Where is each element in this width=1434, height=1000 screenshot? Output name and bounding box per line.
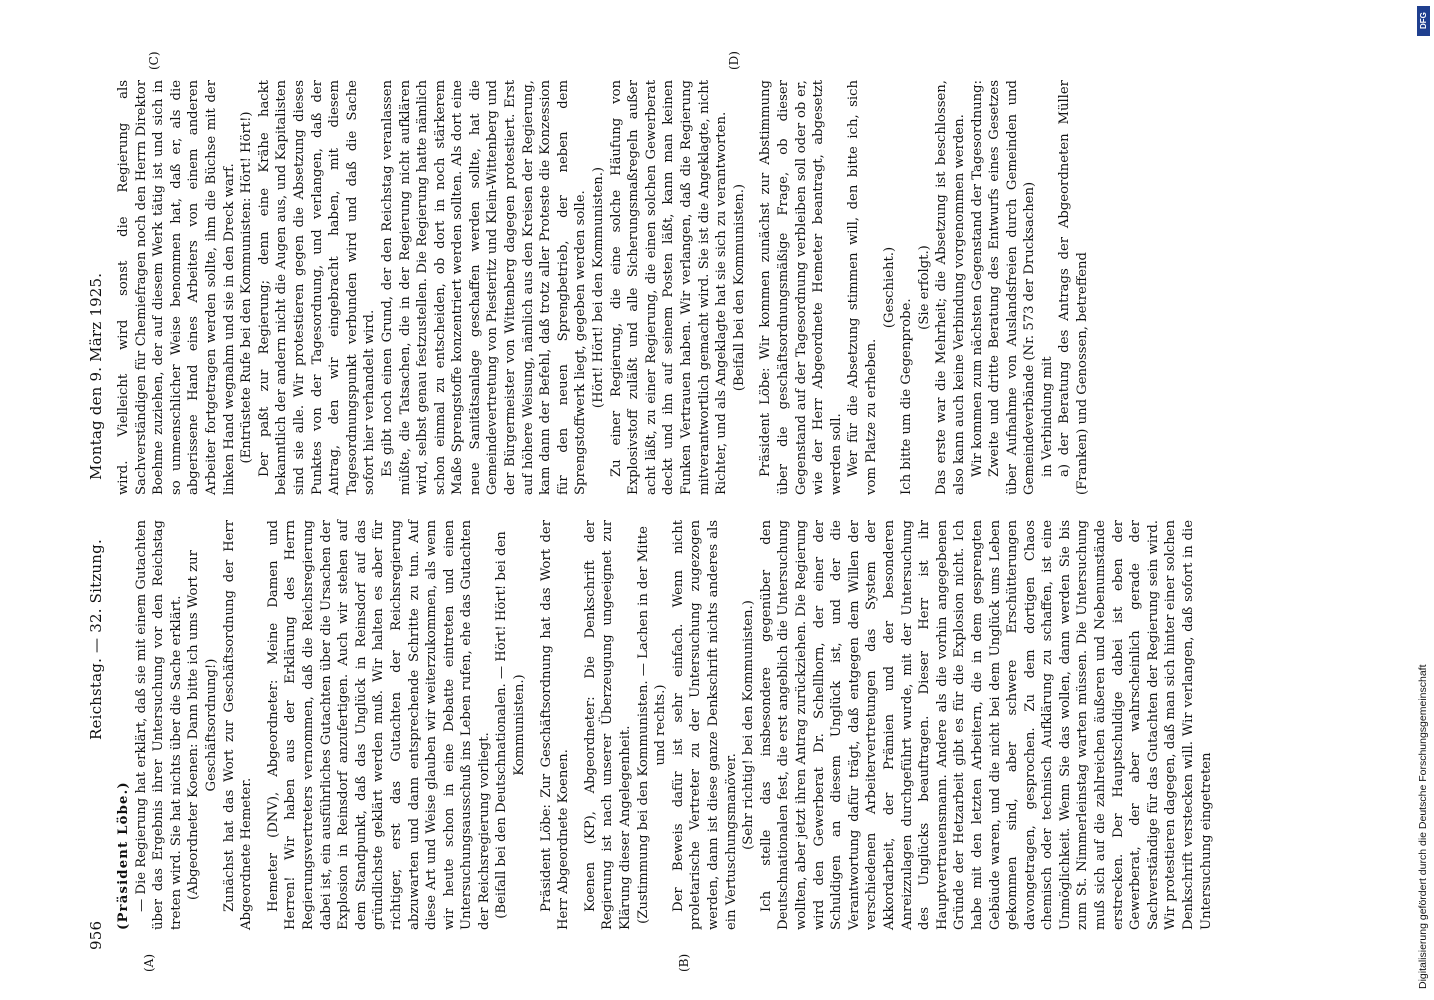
agenda-item: in Verbindung mit — [1039, 356, 1055, 477]
paragraph: Ich stelle das insbesondere gegenüber den Deutschnationalen fest, die erst angeblich die Untersuchung wollten, aber jetzt ihren Antrag zurückziehen. Die Regierung wird den Gewerberat Dr. Schellhorn, der einer der Schuldigen an diesem Unglück ist, und der die Verantwortung dafür trägt, daß entgegen dem Willen der verschiedenen Arbeitervertretungen das System der Akkordarbeit, der Prämien und der besonderen Anreizzulagen durchgeführt wurde, mit der Untersuchung des Unglücks beauftragen. Dieser Herr ist ihr Hauptvertrauensmann. Andere als die vorhin angegebenen Gründe der Hetzarbeit gibt es für die Explosion nicht. Ich habe mit den letzten Arbeitern, die in dem gesprengten Gebäude waren, und die nicht bei dem Unglück ums Leben gekommen sind, aber schwere Erschütterungen davongetragen, gesprochen. Zu dem dortigen Chaos chemisch oder technisch Aufklärung zu schaffen, ist eine Unmöglichkeit. Wenn Sie das wollen, dann werden Sie bis zum St. Nimmerleinstag warten müssen. Die Untersuchung muß sich auf die zahlreichen äußeren und Nebenumstände erstrecken. Der Hauptschuldige dabei ist eben der Gewerberat, der aber wahrscheinlich gerade der Sachverständige für das Gutachten der Regierung sein wird. Wir protestieren dagegen, daß man sich hinter einer solchen Denkschrift verstecken will. Wir verlangen, daß sofort in die Untersuchung eingetreten — [758, 520, 1214, 930]
paragraph: Der Beweis dafür ist sehr einfach. Wenn nicht proletarische Vertreter zu der Untersuchung zugezogen werden, dann ist diese ganze Denkschrift nichts anderes als ein Vertuschungsmanöver. — [670, 520, 739, 930]
right-text-column — [115, 80, 1092, 495]
digitization-note: Digitalisierung gefördert durch die Deutsche Forschungsgemeinschaft — [1417, 664, 1429, 989]
paragraph: Präsident Löbe: Wir kommen zunächst zur Abstimmung über die geschäftsordnungsmäßige Frage, ob dieser Gegenstand auf der Tagesordnung verbleiben soll oder ob er, wie der Herr Abgeordnete Hemeter beantragt, abgesetzt werden soll. — [758, 80, 844, 495]
interjection: (Zustimmung bei den Kommunisten. — Lachen in der Mitte und rechts.) — [635, 526, 669, 924]
paragraph: — Die Regierung hat erklärt, daß sie mit einem Gutachten über das Ergebnis ihrer Untersuchung vor den Reichstag treten wird. Sie hat nichts über die Sache erklärt. — [133, 520, 184, 930]
paragraph: Der paßt zur Regierung; denn eine Krähe hackt bekanntlich der andern nicht die Augen aus, und Kapitalisten sind sie alle. Wir protestieren gegen die Absetzung dieses Punktes von der Tagesordnung, und verlangen, daß der Antrag, den wir eingebracht haben, mit diesem Tagesordnungspunkt verbunden wird und daß die Sache sofort hier verhandelt wird. — [256, 80, 378, 495]
margin-marker-c: (C) — [147, 51, 161, 70]
margin-marker-d: (D) — [727, 51, 741, 70]
margin-marker-a: (A) — [142, 953, 156, 972]
left-running-head: Reichstag. — 32. Sitzung. — [87, 539, 105, 740]
paragraph: Präsident Löbe: Zur Geschäftsordnung hat das Wort der Herr Abgeordnete Koenen. — [538, 520, 572, 930]
running-header — [87, 50, 113, 950]
paragraph: Wer für die Absetzung stimmen will, den bitte ich, sich vom Platze zu erheben. — [846, 80, 879, 495]
paragraph: Zunächst hat das Wort zur Geschäftsordnung der Herr Abgeordnete Hemeter. — [221, 520, 255, 930]
rotated-document-page — [87, 50, 1297, 972]
paragraph: Ich bitte um die Gegenprobe. — [899, 298, 915, 495]
paragraph: Koenen (KP), Abgeordneter: Die Denkschrift der Regierung ist nach unserer Überzeugung ungeeignet zur Klärung dieser Angelegenheit. — [582, 520, 634, 930]
left-text-column — [115, 520, 1215, 930]
paragraph: Wir kommen zum nächsten Gegenstand der Tagesordnung: — [969, 80, 985, 477]
agenda-item: Zweite und dritte Beratung des Entwurfs eines Gesetzes über Aufnahme von Auslandsfreien durch Gemeinden und Gemeindeverbände (Nr. 573 der Drucksachen) — [987, 80, 1038, 495]
digitization-sidebar — [1417, 4, 1432, 989]
paragraph: wird. Vielleicht wird sonst die Regierung als Sachverständigen für Chemiefragen noch den Herrn Direktor Boehme zuziehen, der auf diesem Werk tätig ist und sich in so unmenschlicher Weise benommen hat, daß er, als die abgerissene Hand eines Arbeiters von einem anderen Arbeiter fortgetragen werden sollte, ihm die Büchse mit der linken Hand wegnahm und sie in den Dreck warf. — [116, 80, 237, 495]
paragraph: Es gibt noch einen Grund, der den Reichstag veranlassen müßte, die Tatsachen, die in der Regierung nicht aufklären wird, selbst genau festzustellen. Die Regierung hatte nämlich schon einmal zu entscheiden, ob dort in noch stärkerem Maße Sprengstoffe konzentriert werden sollten. Als dort eine neue Sanitätsanlage geschaffen werden sollte, hat die Gemeindevertretung von Piesteritz und Klein-Wittenberg und der Bürgermeister von Wittenberg dagegen protestiert. Erst auf höhere Weisung, nämlich aus den Kreisen der Regierung, kam dann der Befehl, daß trotz aller Proteste die Konzession für den neuen Sprengbetrieb, der neben dem Sprengstoffwerk liegt, gegeben werden solle. — [379, 80, 589, 495]
interjection: (Sie erfolgt.) — [916, 245, 932, 330]
interjection: (Geschieht.) — [881, 246, 897, 329]
interjection: (Entrüstete Rufe bei den Kommunisten: Hört! Hört!) — [239, 111, 255, 464]
interjection: (Beifall bei den Kommunisten.) — [731, 183, 747, 392]
margin-marker-b: (B) — [677, 953, 691, 972]
interjection: (Sehr richtig! bei den Kommunisten.) — [741, 600, 757, 850]
speaker-heading: (Präsident Löbe.) — [116, 781, 131, 930]
interjection: (Abgeordneter Koenen: Dann bitte ich ums Wort zur Geschäftsordnung!) — [186, 550, 219, 900]
interjection: (Beifall bei den Deutschnationalen. — Hört! Hört! bei den Kommunisten.) — [494, 531, 528, 919]
page-number: 956 — [87, 920, 105, 950]
interjection: (Hört! Hört! bei den Kommunisten.) — [591, 166, 607, 409]
paragraph: Zu einer Regierung, die eine solche Häufung von Explosivstoff zuläßt und alle Sicherungsmaßregeln außer acht läßt, zu einer Regierung, die einen solchen Gewerberat deckt und ihn auf seinem Posten läßt, kann man keinen Funken Vertrauen haben. Wir verlangen, daß die Regierung mitverantwortlich gemacht wird. Sie ist die Angeklagte, nicht Richter, und als Angeklagte hat sie sich zu verantworten. — [608, 80, 730, 495]
dfg-logo: DFG — [1417, 6, 1430, 36]
paragraph: Das erste war die Mehrheit; die Absetzung ist beschlossen, also kann auch keine Verbindung vorgenommen werden. — [934, 80, 967, 495]
paragraph: Hemeter (DNV), Abgeordneter: Meine Damen und Herren! Wir haben aus der Erklärung des Herrn Regierungsvertreters vernommen, daß die Reichsregierung dabei ist, ein ausführliches Gutachten über die Ursachen der Explosion in Reinsdorf anzufertigen. Auch wir stehen auf dem Standpunkt, daß das Unglück in Reinsdorf auf das gründlichste geklärt werden muß. Wir halten es aber für richtiger, erst das Gutachten der Reichsregierung abzuwarten und dann entsprechende Schritte zu tun. Auf diese Art und Weise glauben wir weiterzukommen, als wenn wir heute schon in eine Debatte eintreten und einen Untersuchungsausschuß ins Leben rufen, ehe das Gutachten der Reichsregierung vorliegt. — [265, 520, 492, 930]
agenda-item: a) der Beratung des Antrags der Abgeordneten Müller (Franken) und Genossen, betreffend — [1057, 80, 1091, 495]
right-running-head: Montag den 9. März 1925. — [87, 272, 105, 480]
